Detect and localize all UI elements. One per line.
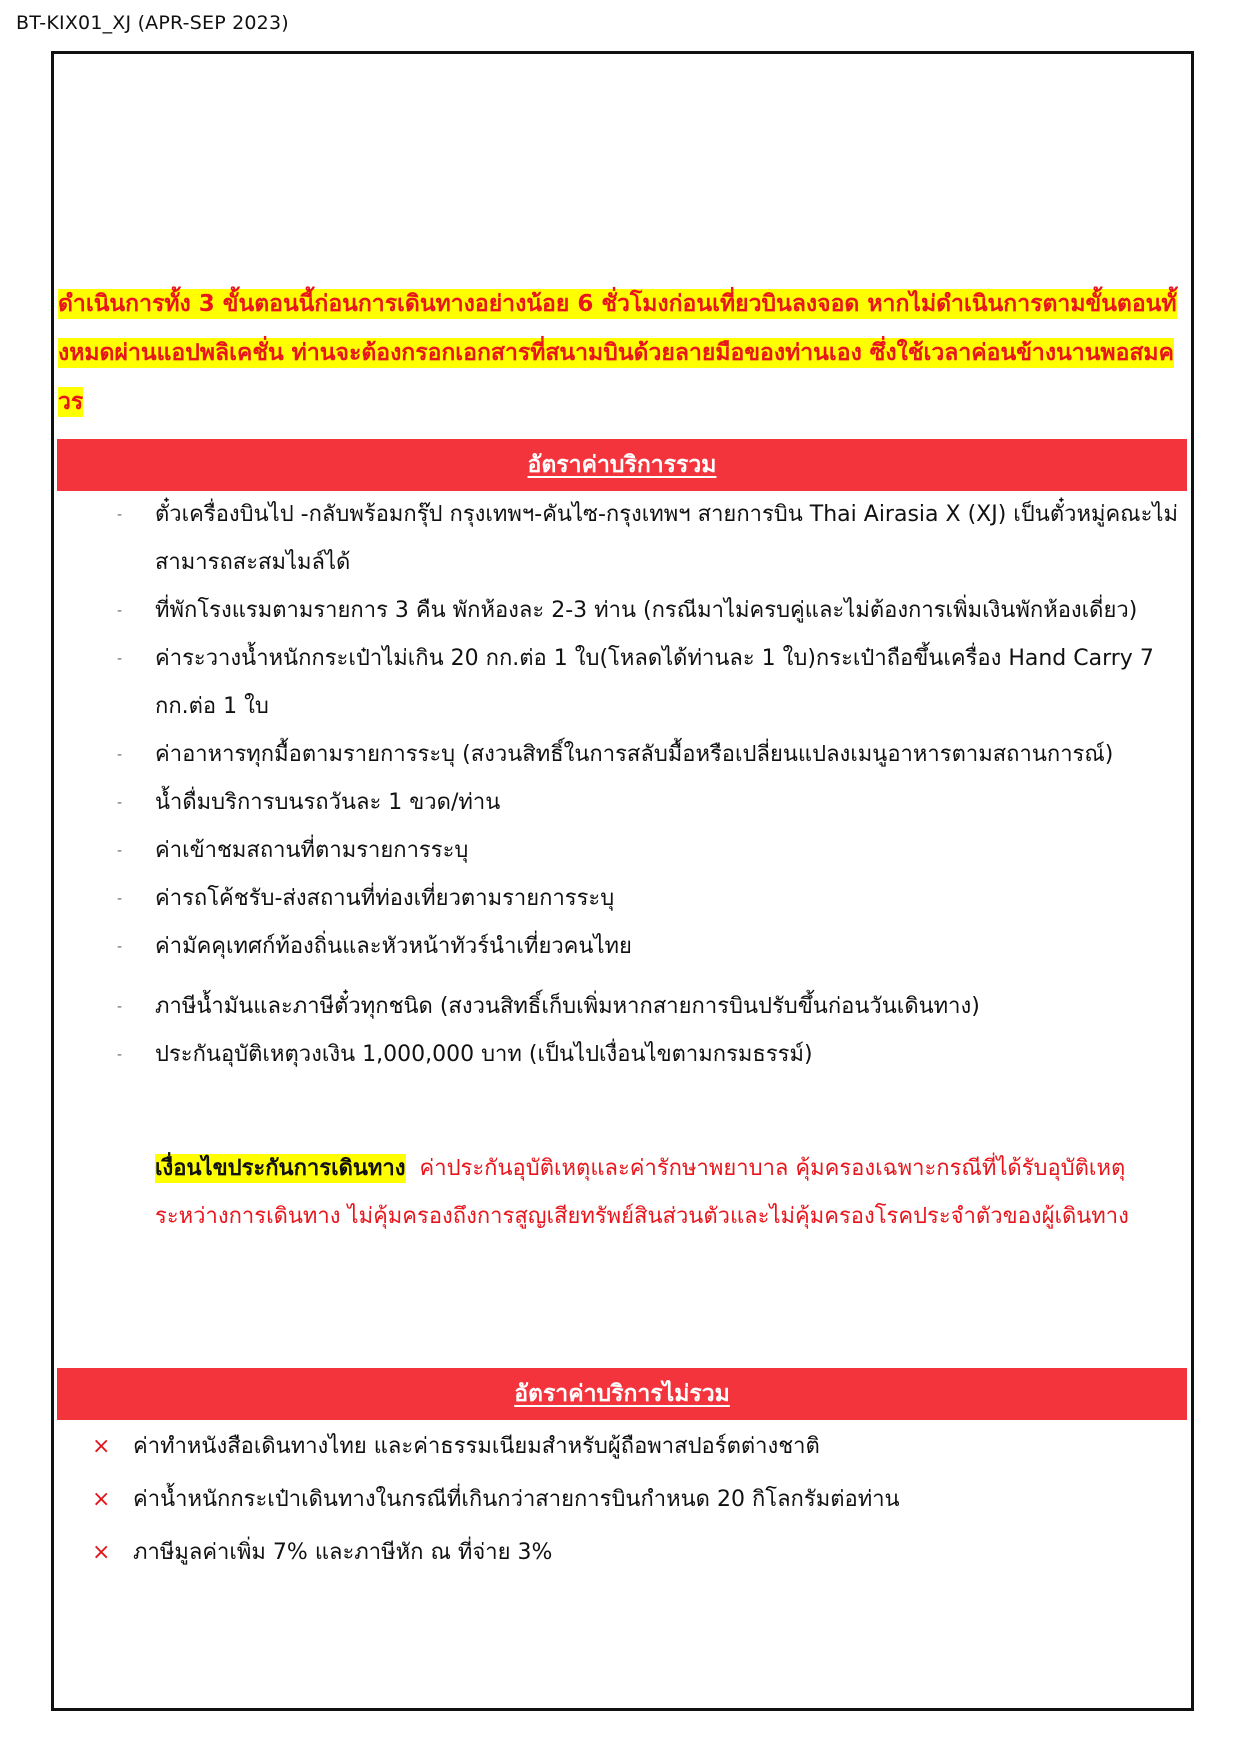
list-item	[88, 1526, 1178, 1579]
excluded-list	[88, 1420, 1178, 1579]
list-item-text: ที่พักโรงแรมตามรายการ 3 คืน พักห้องละ 2-3 ท่าน (กรณีมาไม่ครบคู่และไม่ต้องการเพิ่มเงินพักห้องเดี่ยว)	[155, 598, 1138, 623]
cross-icon: ×	[92, 1540, 111, 1565]
list-item	[110, 635, 1180, 731]
list-item	[88, 1473, 1178, 1526]
excluded-section-title: อัตราค่าบริการไม่รวม	[514, 1381, 730, 1407]
list-item-text: ค่าเข้าชมสถานที่ตามรายการระบุ	[155, 838, 469, 863]
included-section-title: อัตราค่าบริการรวม	[527, 452, 717, 478]
cross-icon: ×	[92, 1434, 111, 1459]
dash-bullet: -	[117, 507, 123, 523]
list-item	[110, 983, 1180, 1031]
dash-bullet: -	[117, 747, 123, 763]
list-item-text: ค่าอาหารทุกมื้อตามรายการระบุ (สงวนสิทธิ์ในการสลับมื้อหรือเปลี่ยนแปลงเมนูอาหารตามสถานการณ์)	[155, 742, 1114, 767]
list-item	[88, 1420, 1178, 1473]
list-item	[110, 923, 1180, 971]
list-item	[110, 491, 1180, 587]
included-list	[110, 491, 1180, 1079]
dash-bullet: -	[117, 999, 123, 1015]
dash-bullet: -	[117, 939, 123, 955]
list-item	[110, 731, 1180, 779]
list-item-text: ภาษีมูลค่าเพิ่ม 7% และภาษีหัก ณ ที่จ่าย 3%	[133, 1540, 553, 1565]
dash-bullet: -	[117, 603, 123, 619]
document-code: BT-KIX01_XJ (APR-SEP 2023)	[16, 12, 289, 34]
insurance-conditions-label: เงื่อนไขประกันการเดินทาง	[155, 1156, 406, 1181]
list-item-text: ค่ารถโค้ชรับ-ส่งสถานที่ท่องเที่ยวตามรายการระบุ	[155, 886, 615, 911]
dash-bullet: -	[117, 843, 123, 859]
dash-bullet: -	[117, 1047, 123, 1063]
notice-text: ดำเนินการทั้ง 3 ขั้นตอนนี้ก่อนการเดินทางอย่างน้อย 6 ชั่วโมงก่อนเที่ยวบินลงจอด หากไม่ดำเนินการตามขั้นตอนทั้งหมดผ่านแอปพลิเคชั่น ท่านจะต้องกรอกเอกสารที่สนามบินด้วยลายมือของท่านเอง ซึ่งใช้เวลาค่อนข้างนานพอสมควร	[58, 291, 1177, 415]
included-section-header	[57, 439, 1187, 491]
list-item-text: น้ำดื่มบริการบนรถวันละ 1 ขวด/ท่าน	[155, 790, 501, 815]
list-item	[110, 779, 1180, 827]
list-item	[110, 827, 1180, 875]
list-item-text: ประกันอุบัติเหตุวงเงิน 1,000,000 บาท (เป็นไปเงื่อนไขตามกรมธรรม์)	[155, 1042, 813, 1067]
list-item-text: ภาษีน้ำมันและภาษีตั๋วทุกชนิด (สงวนสิทธิ์เก็บเพิ่มหากสายการบินปรับขึ้นก่อนวันเดินทาง)	[155, 994, 980, 1019]
cross-icon: ×	[92, 1487, 111, 1512]
notice-paragraph	[58, 280, 1186, 427]
dash-bullet: -	[117, 651, 123, 667]
list-item	[110, 875, 1180, 923]
insurance-conditions	[155, 1145, 1185, 1241]
list-item-text: ตั๋วเครื่องบินไป -กลับพร้อมกรุ๊ป กรุงเทพฯ-คันไซ-กรุงเทพฯ สายการบิน Thai Airasia X (XJ) เป็นตั๋วหมู่คณะไม่สามารถสะสมไมล์ได้	[155, 502, 1178, 575]
excluded-section-header	[57, 1368, 1187, 1420]
list-item	[110, 587, 1180, 635]
insurance-conditions-text: ค่าประกันอุบัติเหตุและค่ารักษาพยาบาล คุ้มครองเฉพาะกรณีที่ได้รับอุบัติเหตุระหว่างการเดินทาง ไม่คุ้มครองถึงการสูญเสียทรัพย์สินส่วนตัวและไม่คุ้มครองโรคประจำตัวของผู้เดินทาง	[155, 1156, 1129, 1229]
list-item-text: ค่าน้ำหนักกระเป๋าเดินทางในกรณีที่เกินกว่าสายการบินกำหนด 20 กิโลกรัมต่อท่าน	[133, 1487, 900, 1512]
list-item-text: ค่าระวางน้ำหนักกระเป๋าไม่เกิน 20 กก.ต่อ 1 ใบ(โหลดได้ท่านละ 1 ใบ)กระเป๋าถือขึ้นเครื่อง Hand Carry 7 กก.ต่อ 1 ใบ	[155, 646, 1154, 719]
dash-bullet: -	[117, 795, 123, 811]
list-item-text: ค่าทำหนังสือเดินทางไทย และค่าธรรมเนียมสำหรับผู้ถือพาสปอร์ตต่างชาติ	[133, 1434, 820, 1459]
list-item-text: ค่ามัคคุเทศก์ท้องถิ่นและหัวหน้าทัวร์นำเที่ยวคนไทย	[155, 934, 632, 959]
list-item	[110, 1031, 1180, 1079]
dash-bullet: -	[117, 891, 123, 907]
